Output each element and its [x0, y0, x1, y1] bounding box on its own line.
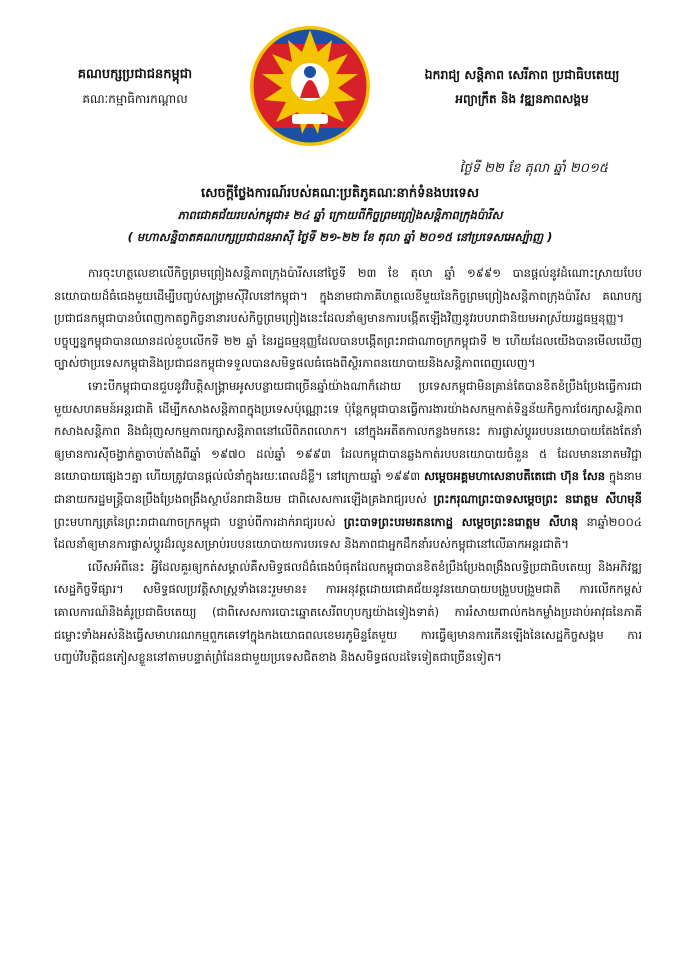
paragraph-3: លើសអំពីនេះ អ្វីដែលគួរឲ្យកត់សម្គាល់គឺសមិទ្ធផលដ៏ធំធេងបំផុតដែលកម្ពុជាបានខិតខំប្រឹងប្រែងពង្រឹងលទ្ធិប្រជាធិបតេយ្យ និងអភិវឌ្ឍសេដ្ឋកិច្ចទីផ្សារ។ សមិទ្ធផលប្រវត្តិសាស្ត្រទាំងនេះរួមមាន៖ ការអនុវត្តដោយជោគជ័យនូវនយោបាយបង្រួបបង្រួមជាតិ ការលើកកម្ពស់គោលការណ៍និងគំរូប្រជាធិបតេយ្យ (ជាពិសេសការបោះឆ្នោតសេរីពហុបក្សយ៉ាងទៀងទាត់) ការរំសាយពាល់កងកម្លាំងប្រដាប់អាវុធនៃភាគីជម្លោះទាំងអស់និងធ្វើសមាហរណកម្មពួកគេទៅក្នុងកងយោធពលខេមរភូមិន្ទតែមួយ ការធ្វើឲ្យមានការកើនឡើងនៃសេដ្ឋកិច្ចសង្គម ការបញ្ចប់វិបត្តិជនភៀសខ្លួននៅតាមបន្ទាត់ព្រំដែនជាមួយប្រទេសជិតខាង និងសមិទ្ធផលដទៃទៀតជាច្រើនទៀត។ [54, 559, 642, 665]
paragraph-2-text-a: ទោះបីកម្ពុជាបានជួបនូវវិបត្តិសង្គ្រាមអូសបន្លាយជាច្រើនឆ្នាំយ៉ាងណាក៏ដោយ ប្រទេសកម្ពុជាមិនគ្រាន់តែបានខិតខំប្រឹងប្រែងធ្វើការជាមួយសហគមន៍អន្តរជាតិ ដើម្បីកសាងសន្តិភាពក្នុងប្រទេសប៉ុណ្ណោះទេ ប៉ុន្តែកម្ពុជាបានធ្វើការងារយ៉ាងសកម្មកាត់ទិន្នន័យកិច្ចការថែរក្សាសន្តិភាព កសាងសន្តិភាព និងជំរុញសកម្មភាពរក្សាសន្តិភាពនៅលើពិភពលោក។ នៅក្នុងអតីតកាលកន្លងមកនេះ ការផ្លាស់ប្ដូររបបនយោបាយតែងតែនាំឲ្យមានការស៊ីចង្វាក់គ្នាចាប់តាំងពីឆ្នាំ ១៩៧០ ដល់ឆ្នាំ ១៩៩៣ ដែលកម្ពុជាបានឆ្លងកាត់របបនយោបាយចំនួន ៥ ដែលមាននោតមវិជ្ជានយោបាយផ្សេងៗគ្នា ហើយត្រូវបានផ្ដល់លំនាំក្នុងរយៈពេលដ៏ខ្លី។ នៅក្រោយឆ្នាំ ១៩៩៣ [54, 378, 642, 484]
party-name: គណបក្សប្រជាជនកម្ពុជា [77, 67, 193, 82]
document-date: ថ្ងៃទី ២២ ខែ តុលា ឆ្នាំ ២០១៥ [459, 161, 608, 176]
document-subtitle: ភាពជោគជ័យរបស់កម្ពុជា៖ ២៤ ឆ្នាំ ក្រោយពីកិច្ចព្រមព្រៀងសន្តិភាពក្រុងប៉ារីស [177, 208, 503, 222]
paragraph-2-text-d: នាឆ្នាំ២០០៤ ដែលនាំឲ្យមានការផ្លាស់ប្ដូរដ៏រលូនសម្រាប់របបនយោបាយការបរទេស និងភាពជាអ្នកដឹកនាំរបស់កម្ពុជានៅលើឆាកអន្តរជាតិ។ [54, 514, 643, 552]
national-motto [372, 66, 672, 108]
statement-body [54, 262, 642, 669]
paragraph-2-text-c: ព្រះមហាក្សត្រនៃព្រះរាជាណាចក្រកម្ពុជា បន្ទាប់ពីការដាក់រាជ្យរបស់ [54, 514, 336, 529]
motto-line-2: អព្យាក្រឹត និង វឌ្ឍនភាពសង្គម [455, 92, 589, 106]
conference-note: ( មហាសន្និបាតគណបក្សប្រជាជនអាស៊ី ថ្ងៃទី ២១-២២ ខែ តុលា ឆ្នាំ ២០១៥ នៅប្រទេសអេស្ប៉ាញ ) [127, 230, 553, 244]
paragraph-2-bold-name-3: ព្រះបាទព្រះបរមរតនកោដ្ឋ សម្ដេចព្រះនរោត្តម សីហនុ [343, 514, 579, 529]
paragraph-2-text-b: ក្នុងនាមជានាយករដ្ឋមន្ត្រីបានប្រឹងប្រែងពង្រឹងស្ថាប័នរាជានិយម ជាពិសេសការឡើងគ្រងរាជ្យរបស់ [54, 469, 642, 506]
motto-line-1: ឯករាជ្យ សន្តិភាព សេរីភាព ប្រជាធិបតេយ្យ [424, 67, 620, 82]
party-emblem-logo [248, 22, 372, 150]
committee-name: គណៈកម្មាធិការកណ្ដាល [82, 92, 188, 106]
document-title: សេចក្ដីថ្លែងការណ៍របស់គណៈប្រតិភូគណៈនាក់ទំនងបរទេស [200, 186, 480, 201]
paragraph-2-bold-name-1: សម្ដេចអគ្គមហាសេនាបតីតេជោ ហ៊ុន សែន [423, 469, 606, 484]
paragraph-2 [54, 375, 642, 556]
paragraph-2-bold-name-2: ព្រះករុណាព្រះបាទសម្ដេចព្រះ នរោត្តម សីហមុនី [433, 491, 642, 506]
paragraph-1: ការចុះហត្ថលេខាលើកិច្ចព្រមព្រៀងសន្តិភាពក្រុងប៉ារីសនៅថ្ងៃទី ២៣ ខែ តុលា ឆ្នាំ ១៩៩១ បានផ្ដល់នូវដំណោះស្រាយបែបនយោបាយដ៏ធំធេងមួយដើម្បីបញ្ចប់សង្គ្រាមស៊ីវិលនៅកម្ពុជា។ ក្នុងនាមជាភាគីហត្ថលេខីមួយនៃកិច្ចព្រមព្រៀងសន្តិភាពក្រុងប៉ារីស គណបក្សប្រជាជនកម្ពុជាបានបំពេញកាតព្វកិច្ចនានារបស់កិច្ចព្រមព្រៀងនេះដែលនាំឲ្យមានការបង្កើតឡើងវិញនូវរបបរាជានិយមអាស្រ័យរដ្ឋធម្មនុញ្ញ។ បច្ចុប្បន្នកម្ពុជាបានឈានដល់ខួបលើកទី ២២ ឆ្នាំ នៃរដ្ឋធម្មនុញ្ញដែលបានបង្កើតព្រះរាជាណាចក្រកម្ពុជាទី ២ ហើយដែលយើងបានមើលឃើញច្បាស់ថាប្រទេសកម្ពុជានិងប្រជាជនកម្ពុជាទទួលបានសមិទ្ធផលធំធេងពីស្ថិរភាពនយោបាយនិងសន្តិភាពពេញលេញ។ [54, 266, 642, 371]
party-header [30, 66, 240, 108]
